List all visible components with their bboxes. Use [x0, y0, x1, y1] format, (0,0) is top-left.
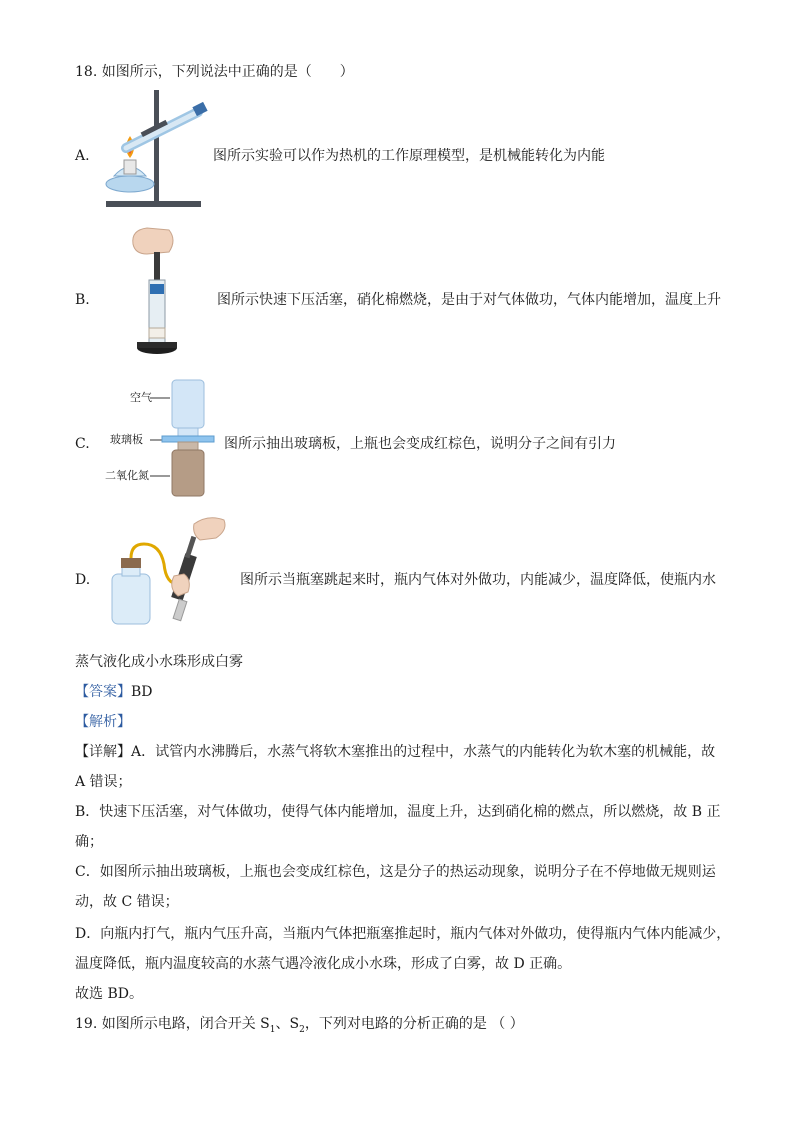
detail-line-2: A 错误； [75, 774, 132, 790]
label-nitrogen-dioxide: 二氧化氮 [105, 469, 149, 482]
option-d-label: D. [75, 572, 91, 588]
detail-line-7: D．向瓶内打气，瓶内气压升高，当瓶内气体把瓶塞推起时，瓶内气体对外做功，使得瓶内气体内能减少， [75, 926, 731, 942]
detail-tag: 【详解】 [75, 744, 131, 760]
option-b-label: B. [75, 292, 90, 308]
figure-a-test-tube-heating [100, 88, 210, 210]
option-c-text: 图所示抽出玻璃板，上瓶也会变成红棕色，说明分子之间有引力 [224, 436, 616, 452]
answer-line [75, 682, 153, 702]
option-d-text: 图所示当瓶塞跳起来时，瓶内气体对外做功，内能减少，温度降低，使瓶内水 [240, 572, 716, 588]
label-air: 空气 [130, 391, 152, 404]
q18-stem: 18. 如图所示，下列说法中正确的是（ ） [75, 64, 354, 80]
option-a-text: 图所示实验可以作为热机的工作原理模型，是机械能转化为内能 [213, 148, 605, 164]
detail-line-4: 确； [75, 834, 103, 850]
detail-line-1: 【详解】A．试管内水沸腾后，水蒸气将软木塞推出的过程中，水蒸气的内能转化为软木塞的机械能，故 [75, 744, 716, 760]
figure-d-bottle-pump [104, 514, 234, 628]
detail-line-3: B．快速下压活塞，对气体做功，使得气体内能增加，温度上升，达到硝化棉的燃点，所以燃烧，故 B 正 [75, 804, 721, 820]
option-b-text: 图所示快速下压活塞，硝化棉燃烧，是由于对气体做功，气体内能增加，温度上升 [217, 292, 721, 308]
option-c-label: C. [75, 436, 90, 452]
option-d-continuation: 蒸气液化成小水珠形成白雾 [75, 654, 243, 670]
option-a-label: A. [75, 148, 90, 164]
figure-b-piston-cylinder [125, 224, 195, 359]
detail-line-5: C．如图所示抽出玻璃板，上瓶也会变成红棕色，这是分子的热运动现象，说明分子在不停地做无规则运 [75, 864, 716, 880]
detail-line-9: 故选 BD。 [75, 986, 143, 1002]
answer-tag: 【答案】 [75, 684, 131, 700]
figure-c-gas-diffusion [148, 378, 218, 498]
answer-value: BD [131, 684, 153, 700]
q19-stem: 19. 如图所示电路，闭合开关 $S_1$、$S_2$，下列对电路的分析正确的是 （ ） [75, 1016, 524, 1035]
label-glass-plate: 玻璃板 [110, 433, 143, 446]
detail-line-8: 温度降低，瓶内温度较高的水蒸气遇冷液化成小水珠，形成了白雾，故 D 正确。 [75, 956, 572, 972]
detail-line-6: 动，故 C 错误； [75, 894, 179, 910]
analysis-tag: 【解析】 [75, 714, 131, 730]
